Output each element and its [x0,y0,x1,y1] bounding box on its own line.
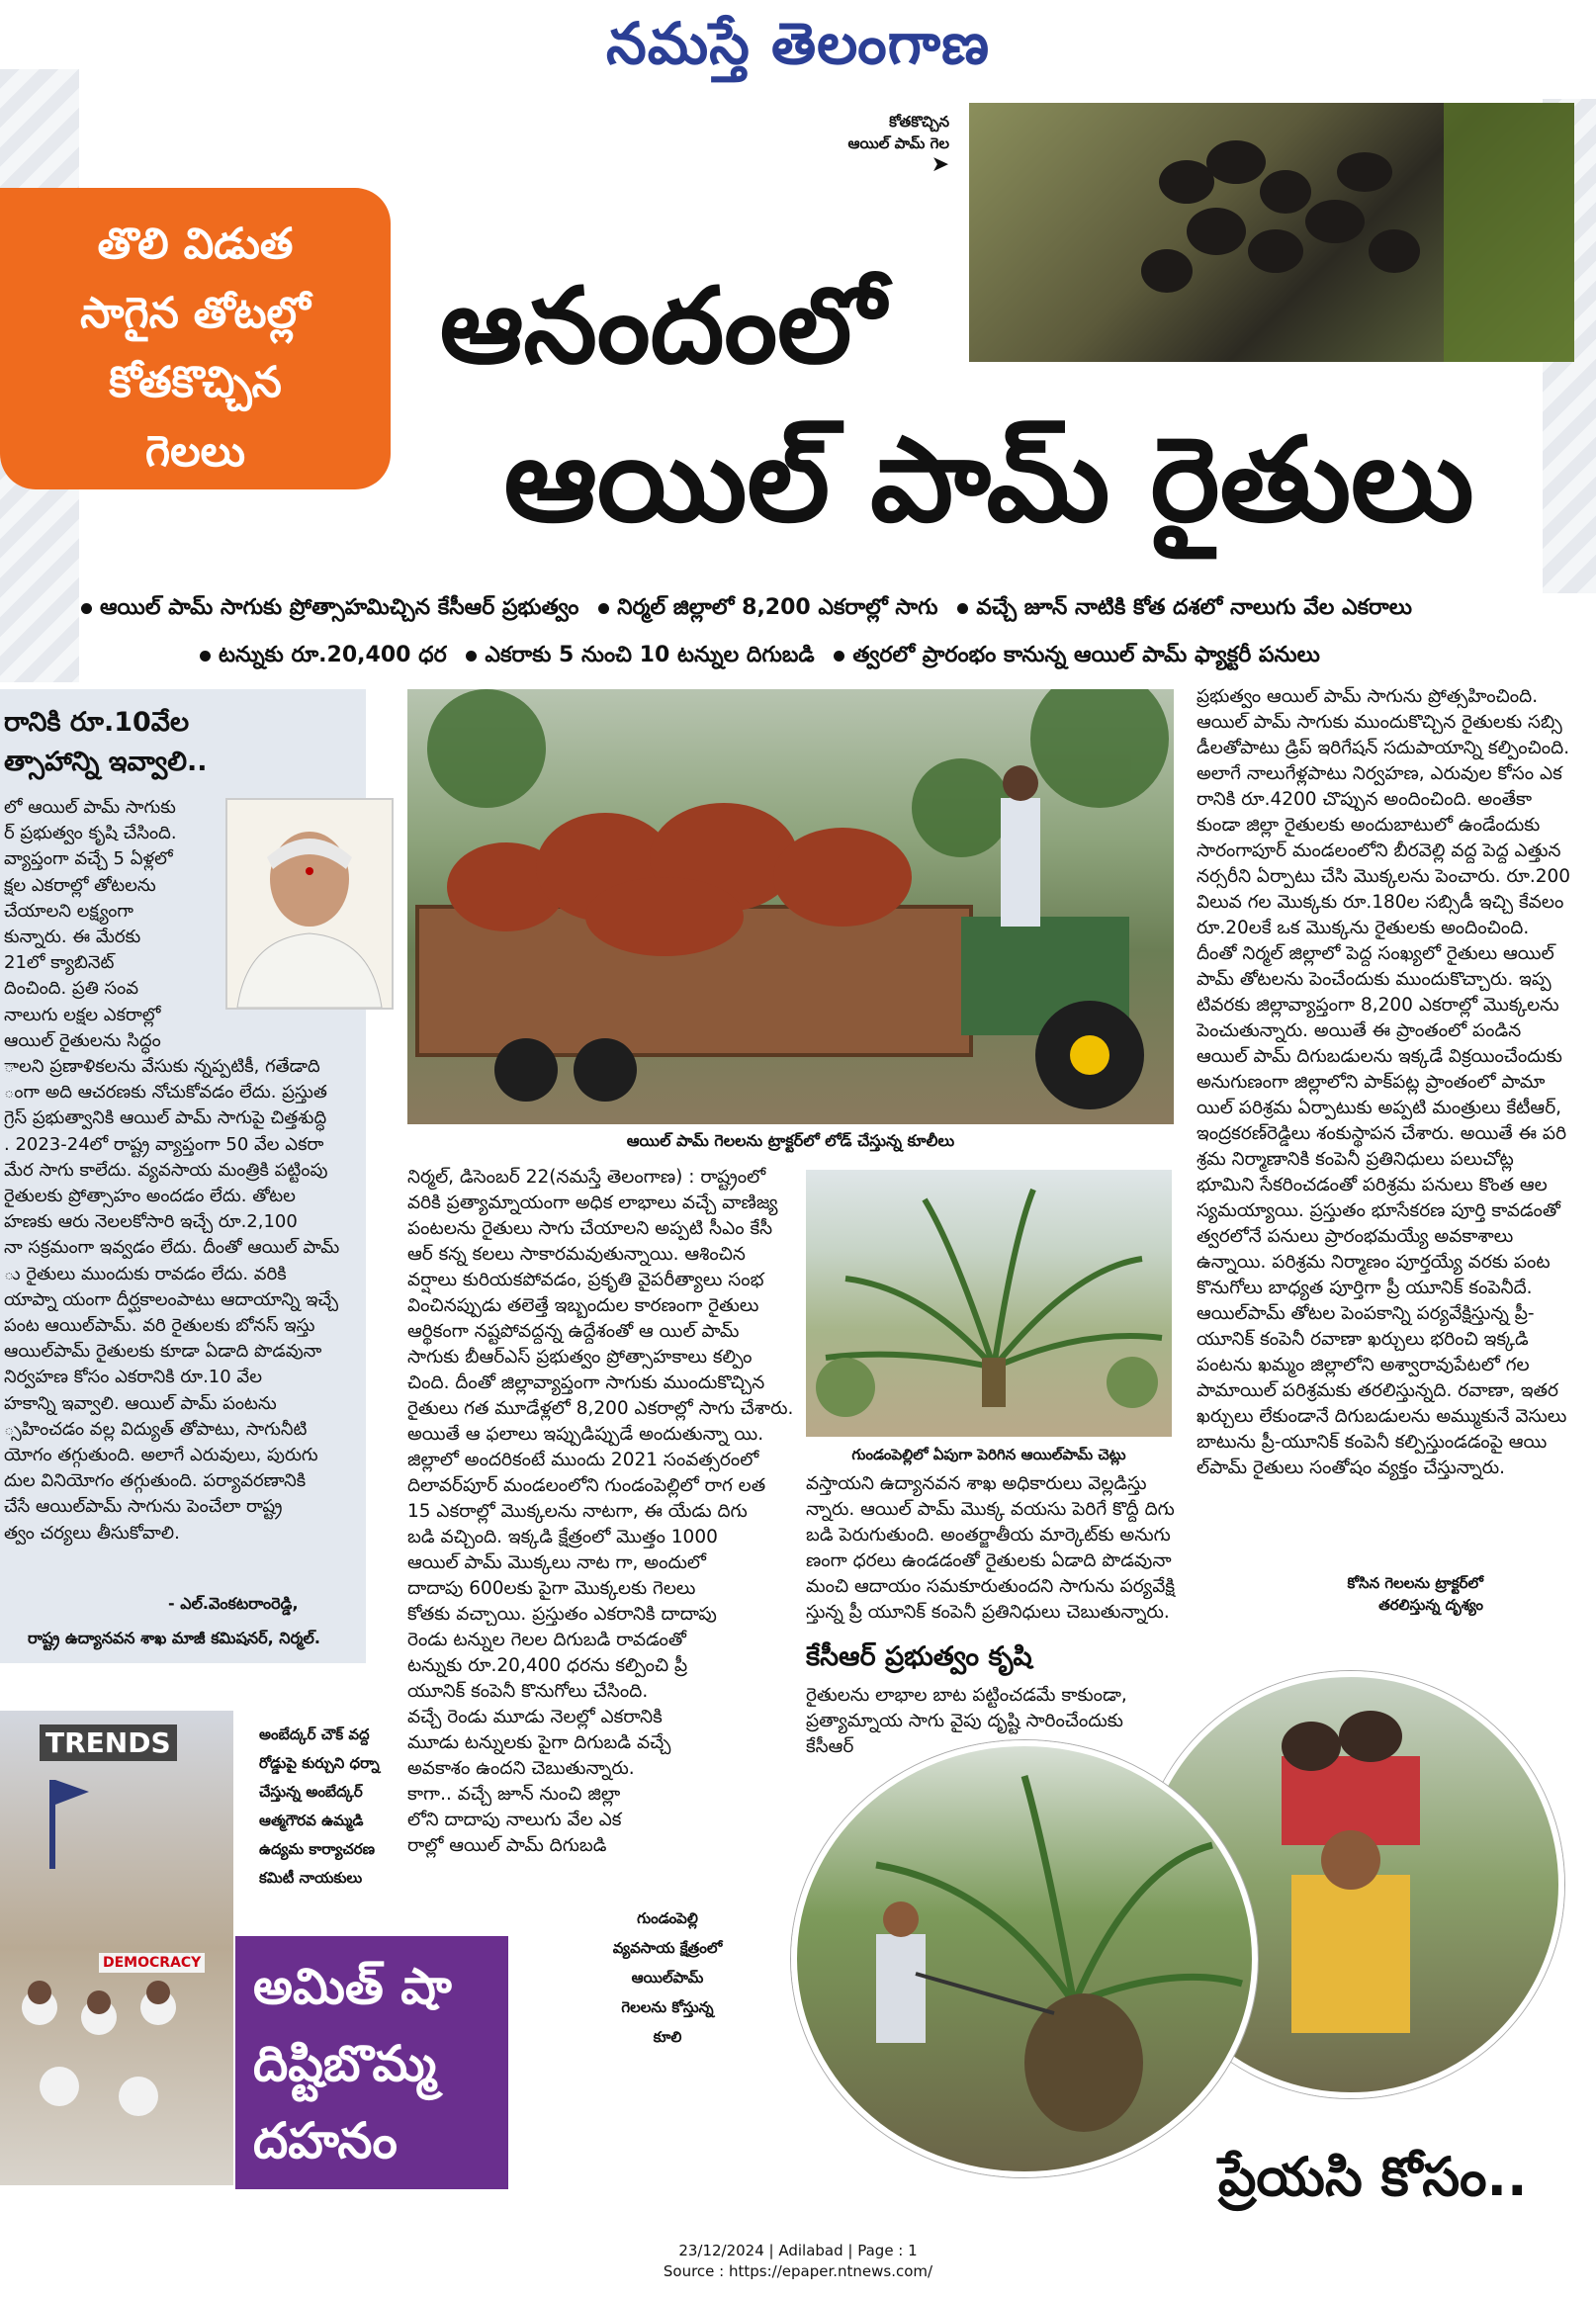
middle-story-continued: వస్తాయని ఉద్యానవన శాఖ అధికారులు వెల్లడిస్తు న్నారు. ఆయిల్ పామ్ మొక్క వయసు పెరిగే కొద్దీ దిగు బడి పెరుగుతుంది. అంతర్జాతీయ మార్కెట్‌కు అనుగు ణంగా ధరలు ఉండడంతో రైతులకు ఏడాది పొడవునా మంచి ఆదాయం సమకూరుతుందని సాగును పర్యవేక్షి స్తున్న ప్రీ యూనిక్ కంపెనీ ప్రతినిధులు చెబుతున్నారు. [806,1473,1176,1623]
premasi-teaser[interactable]: ప్రేయసి కోసం.. [1218,2146,1528,2208]
sidebar-box [0,689,366,1663]
teaser-headline-line: అమిత్ షా [253,1958,452,2015]
middle-story-body: నిర్మల్, డిసెంబర్ 22(నమస్తే తెలంగాణ) : రాష్ట్రంలో వరికి ప్రత్యామ్నాయంగా అధిక లాభాలు వచ్చే వాణిజ్య పంటలను రైతులు సాగు చేయాలని అప్పటి సీఎం కేసీ ఆర్ కన్న కలలు సాకారమవుతున్నాయి. ఆశించిన వర్షాలు కురియకపోవడం, ప్రకృతి వైపరీత్యాలు సంభ వించినప్పుడు తలెత్తే ఇబ్బందుల కారణంగా రైతులు ఆర్థికంగా నష్టపోవద్దన్న ఉద్దేశంతో ఆ యిల్ పామ్ సాగుకు బీఆర్‌ఎస్ ప్రభుత్వం ప్రోత్సాహకాలు కల్పిం చింది. దీంతో జిల్లావ్యాప్తంగా సాగుకు ముందుకొచ్చిన రైతులు గత మూడేళ్లలో 8,200 ఎకరాల్లో సాగు చేశారు. అయితే ఆ ఫలాలు ఇప్పుడిప్పుడే అందుతున్నా యి. జిల్లాలో అందరికంటే ముందు 2021 సంవత్సరంలో దిలావర్‌పూర్ మండలంలోని గుండంపెల్లిలో రాగ లత 15 ఎకరాల్లో మొక్కలను నాటగా, ఈ యేడు దిగు బడి వచ్చింది. ఇక్కడి క్షేత్రంలో మొత్తం 1000 ఆయిల్ పామ్ మొక్కలు నాట గా, అందులో దాదాపు 600లకు పైగా మొక్కలకు గెలలు కోతకు వచ్చాయి. ప్రస్తుతం ఎకరానికి దాదాపు రెండు టన్నుల గెలల దిగుబడి రావడంతో టన్నుకు రూ.20,400 ధరను కల్పించి ప్రీ యూనిక్ కంపెనీ కొనుగోలు చేసింది. వచ్చే రెండు మూడు నెలల్లో ఎకరానికి మూడు టన్నులకు పైగా దిగుబడి వచ్చే అవకాశం ఉందని చెబుతున్నారు. కాగా.. వచ్చే జూన్ నుంచి జిల్లా లోని దాదాపు నాలుగు వేల ఎక రాల్లో ఆయిల్ పామ్ దిగుబడి [407,1167,794,1856]
tractor2-caption: కోసిన గెలలను ట్రాక్టర్‌లో తరలిస్తున్న దృశ్యం [1347,1574,1483,1614]
headline-line1: ఆనందంలో [439,265,886,387]
worker-caption: గుండంపెల్లి వ్యవసాయ క్షేత్రంలో ఆయిల్‌పామ్ గెలలను కోస్తున్న కూలి [612,1909,723,2046]
sidebar-byline-title: రాష్ట్ర ఉద్యానవన శాఖ మాజీ కమిషనర్, నిర్మల్. [28,1629,320,1647]
teaser-headline-line: దహనం [253,2112,398,2169]
store-sign: TRENDS [40,1724,177,1761]
worker-cutting-bunches-photo [791,1740,1258,2177]
sidebar-byline: - ఎల్.వెంకటరాంరెడ్డి, [168,1594,299,1613]
palm-grove-photo [806,1170,1172,1437]
teaser-headline-box[interactable] [235,1936,508,2189]
headline-line2: ఆయిల్ పామ్ రైతులు [503,411,1474,548]
teaser-headline-line: దిష్టిబొమ్మ [253,2035,437,2092]
fruit-cluster-icon [969,103,1574,362]
sub-heading-body: రైతులను లాభాల బాట పట్టించడమే కాకుండా, ప్రత్యామ్నాయ సాగు వైపు దృష్టి సారించేందుకు కేసీఆర్ [806,1685,1127,1757]
top-photo-caption: కోతకొచ్చిన ఆయిల్ పామ్ గెల ➤ [847,113,949,177]
kicker-line: కోతకొచ్చిన [109,358,282,407]
kicker-line: తొలి విడుత [97,220,294,269]
masthead: నమస్తే తెలంగాణ [606,10,990,77]
grove-photo-caption: గుండంపెల్లిలో ఏపుగా పెరిగిన ఆయిల్‌పామ్ చెట్లు [851,1446,1126,1463]
sidebar-body: లో ఆయిల్ పామ్ సాగుకు ర్ ప్రభుత్వం కృషి చేసింది. వ్యాప్తంగా వచ్చే 5 ఏళ్లలో క్షల ఎకరాల్లో తోటలను చేయాలని లక్ష్యంగా కున్నారు. ఈ మేరకు 21లో క్యాబినెట్ దించింది. ప్రతి సంవ నాలుగు లక్షల ఎకరాల్లో ఆయిల్ రైతులను సిద్ధం ాలని ప్రణాళికలను వేసుకు న్నప్పటికీ, గతేడాది ంగా అది ఆచరణకు నోచుకోవడం లేదు. ప్రస్తుత గ్రెస్ ప్రభుత్వానికి ఆయిల్ పామ్ సాగుపై చిత్తశుద్ధి . 2023-24లో రాష్ట్ర వ్యాప్తంగా 50 వేల ఎకరా మేర సాగు కాలేదు. వ్యవసాయ మంత్రికి పట్టింపు రైతులకు ప్రోత్సాహం అందడం లేదు. తోటల హణకు ఆరు నెలలకోసారి ఇచ్చే రూ.2,100 నా సక్రమంగా ఇవ్వడం లేదు. దీంతో ఆయిల్ పామ్ ు రైతులు ముందుకు రావడం లేదు. వరికి యాప్నా యంగా దీర్ఘకాలంపాటు ఆదాయాన్ని ఇచ్చే పంట ఆయిల్‌పామ్. వరి రైతులకు బోనస్ ఇస్తు ఆయిల్‌పామ్ రైతులకు కూడా ఏడాది పొడవునా నిర్వహణ కోసం ఎకరానికి రూ.10 వేల హకాన్ని ఇవ్వాలి. ఆయిల్ పామ్ పంటను ్సహించడం వల్ల విద్యుత్ తోపాటు, సాగునీటి యోగం తగ్గుతుంది. అలాగే ఎరువులు, పురుగు దుల వినియోగం తగ్గుతుంది. పర్యావరణానికి చేసే ఆయిల్‌పామ్ సాగును పెంచేలా రాష్ట్ర త్వం చర్యలు తీసుకోవాలి. [4,797,340,1544]
bullets-row-2: టన్నుకు రూ.20,400 ధర ఎకరాకు 5 నుంచి 10 టన్నుల దిగుబడి త్వరలో ప్రారంభం కానున్న ఆయిల్ పామ్ ఫ్యాక్టరీ పనులు [188,643,1572,672]
kicker-line: గెలలు [145,427,245,477]
sub-heading: కేసీఆర్ ప్రభుత్వం కృషి [806,1641,1032,1672]
bullets-row-1: ఆయిల్ పామ్ సాగుకు ప్రోత్సాహమిచ్చిన కేసీఆర్ ప్రభుత్వం నిర్మల్ జిల్లాలో 8,200 ఎకరాల్లో సాగు వచ్చే జూన్ నాటికి కోత దశలో నాలుగు వేల ఎకరాలు [69,595,1572,625]
tractor-loading-photo [407,689,1174,1124]
protest-caption: అంబేద్కర్ చౌక్ వద్ద రోడ్డుపై కుర్చుని ధర్నా చేస్తున్న అంబేద్కర్ ఆత్మగౌరవ ఉమ్మడి ఉద్యమ కార్యాచరణ కమిటీ నాయకులు [259,1725,380,1887]
sidebar-title: రానికి రూ.10వేల త్సాహాన్ని ఇవ్వాలి.. [4,707,208,777]
oil-palm-bunch-photo [969,103,1574,362]
footer-info: 23/12/2024 | Adilabad | Page : 1 Source : https://epaper.ntnews.com/ [663,2242,933,2280]
protest-photo [0,1711,233,2185]
banner-text: DEMOCRACY [99,1953,205,1973]
right-story-body: ప్రభుత్వం ఆయిల్ పామ్ సాగును ప్రోత్సహించింది. ఆయిల్ పామ్ సాగుకు ముందుకొచ్చిన రైతులకు సబ్సి డీలతోపాటు డ్రిప్ ఇరిగేషన్ సదుపాయాన్ని కల్పించింది. అలాగే నాలుగేళ్లపాటు నిర్వహణ, ఎరువుల కోసం ఎక రానికి రూ.4200 చొప్పున అందించింది. అంతేకా కుండా జిల్లా రైతులకు అందుబాటులో ఉండేందుకు సారంగాపూర్ మండలంలోని బీరవెల్లి వద్ద పెద్ద ఎత్తున నర్సరీని ఏర్పాటు చేసి మొక్కలను పెంచారు. రూ.200 విలువ గల మొక్కకు రూ.180ల సబ్సిడీ ఇచ్చి కేవలం రూ.20లకే ఒక మొక్కను రైతులకు అందించింది. దీంతో నిర్మల్ జిల్లాలో పెద్ద సంఖ్యలో రైతులు ఆయిల్ పామ్ తోటలను పెంచేందుకు ముందుకొచ్చారు. ఇప్ప టివరకు జిల్లావ్యాప్తంగా 8,200 ఎకరాల్లో మొక్కలను పెంచుతున్నారు. అయితే ఈ ప్రాంతంలో పండిన ఆయిల్ పామ్ దిగుబడులను ఇక్కడే విక్రయించేందుకు అనుగుణంగా జిల్లాలోని పాక్‌పట్ల ప్రాంతంలో పామా యిల్ పరిశ్రమ ఏర్పాటుకు అప్పటి మంత్రులు కేటీఆర్, ఇంద్రకరణ్‌రెడ్డిలు శంకుస్థాపన చేశారు. అయితే ఈ పరి శ్రమ నిర్మాణానికి కంపెనీ ప్రతినిధులు పలుచోట్ల భూమిని సేకరించడంతో పరిశ్రమ పనులు కొంత ఆల స్యమయ్యాయి. ప్రస్తుతం భూసేకరణ పూర్తి కావడంతో త్వరలోనే పనులు ప్రారంభమయ్యే అవకాశాలు ఉన్నాయి. పరిశ్రమ నిర్మాణం పూర్తయ్యే వరకు పంట కొనుగోలు బాధ్యత పూర్తిగా ప్రీ యూనిక్ కంపెనీదే. ఆయిల్‌పామ్ తోటల పెంపకాన్ని పర్యవేక్షిస్తున్న ప్రీ- యూనిక్ కంపెనీ రవాణా ఖర్చులు భరించి ఇక్కడి పంటను ఖమ్మం జిల్లాలోని అశ్వారావుపేటలో గల పామాయిల్ పరిశ్రమకు తరలిస్తున్నది. రవాణా, ఇతర ఖర్చులు లేకుండానే దిగుబడులను అమ్ముకునే వెసులు బాటును ప్రీ-యూనిక్ కంపెనీ కల్పిస్తుండడంపై ఆయి ల్‌పామ్ రైతులు సంతోషం వ్యక్తం చేస్తున్నారు. [1197,686,1571,1478]
kicker-line: సాగైన తోటల్లో [80,289,310,338]
tractor-photo-caption: ఆయిల్ పామ్ గెలలను ట్రాక్టర్‌లో లోడ్ చేస్తున్న కూలీలు [626,1131,955,1150]
kicker-box [0,188,391,489]
